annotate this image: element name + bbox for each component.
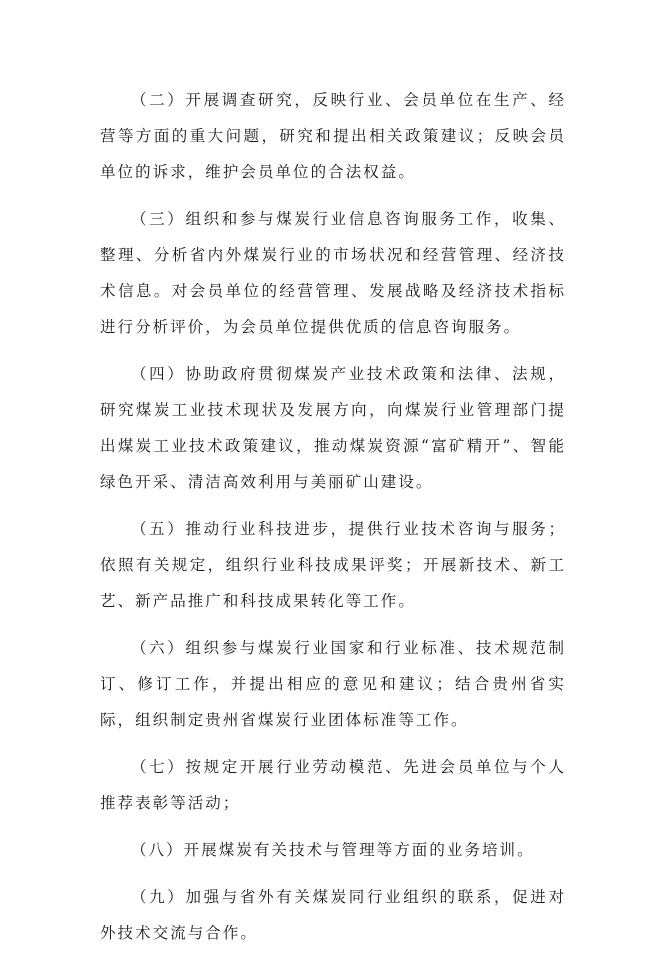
paragraph-item-9: （九）加强与省外有关煤炭同行业组织的联系，促进对外技术交流与合作。 — [100, 888, 566, 942]
document-body — [100, 82, 566, 962]
paragraph-item-2: （二）开展调查研究，反映行业、会员单位在生产、经营等方面的重大问题，研究和提出相关政策建议；反映会员单位的诉求，维护会员单位的合法权益。 — [100, 91, 566, 181]
paragraph-item-7: （七）按规定开展行业劳动模范、先进会员单位与个人推荐表彰等活动； — [100, 758, 566, 812]
paragraph-item-8: （八）开展煤炭有关技术与管理等方面的业务培训。 — [131, 841, 535, 859]
paragraph-item-5: （五）推动行业科技进步，提供行业技术咨询与服务；依照有关规定，组织行业科技成果评奖；开展新技术、新工艺、新产品推广和科技成果转化等工作。 — [100, 520, 566, 610]
paragraph-item-3: （三）组织和参与煤炭行业信息咨询服务工作，收集、整理、分析省内外煤炭行业的市场状况和经营管理、经济技术信息。对会员单位的经营管理、发展战略及经济技术指标进行分析评价，为会员单位提供优质的信息咨询服务。 — [100, 210, 566, 336]
paragraph-item-6: （六）组织参与煤炭行业国家和行业标准、技术规范制订、修订工作，并提出相应的意见和建议；结合贵州省实际，组织制定贵州省煤炭行业团体标准等工作。 — [100, 639, 566, 729]
paragraph-item-4: （四）协助政府贯彻煤炭产业技术政策和法律、法规，研究煤炭工业技术现状及发展方向，向煤炭行业管理部门提出煤炭工业技术政策建议，推动煤炭资源“富矿精开”、智能绿色开采、清洁高效利用与美丽矿山建设。 — [100, 365, 566, 491]
